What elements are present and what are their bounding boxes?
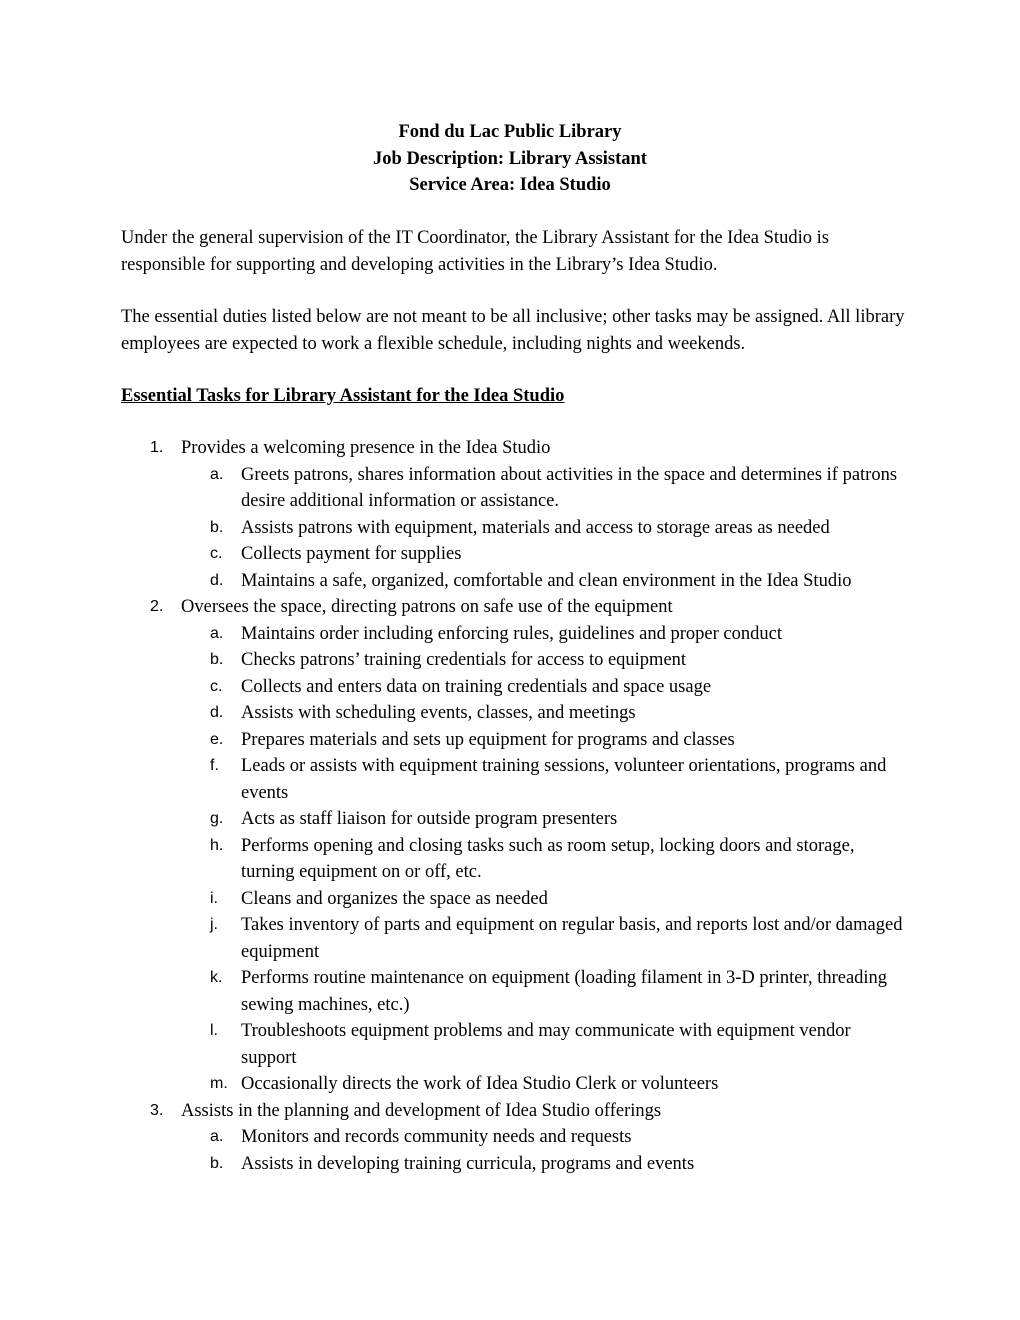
subtask-text: Prepares materials and sets up equipment for programs and classes	[241, 729, 735, 750]
subtask-text: Collects payment for supplies	[241, 544, 462, 564]
service-area: Service Area: Idea Studio	[409, 175, 611, 195]
disclaimer-paragraph: The essential duties listed below are not meant to be all inclusive; other tasks may be assigned. All library employees are expected to work a flexible schedule, including nights and weekends.	[121, 307, 905, 354]
subtask-letter: l.	[210, 1022, 218, 1039]
subtask-item	[0, 541, 906, 568]
subtask-letter: b.	[210, 1154, 224, 1172]
subtask-text: Leads or assists with equipment training sessions, volunteer orientations, programs and events	[241, 756, 887, 803]
subtask-text: Acts as staff liaison for outside program presenters	[241, 809, 618, 829]
subtask-letter: d.	[210, 571, 224, 589]
subtask-item	[0, 886, 906, 913]
subtask-text: Collects and enters data on training credentials and space usage	[241, 676, 712, 697]
task-text: Oversees the space, directing patrons on safe use of the equipment	[181, 597, 673, 617]
subtask-text: Assists with scheduling events, classes, and meetings	[241, 703, 636, 723]
subtask-list	[0, 1124, 1020, 1177]
task-number: 3.	[150, 1101, 164, 1119]
subtask-item	[0, 727, 906, 754]
subtask-text: Performs opening and closing tasks such as room setup, locking doors and storage, turning equipment on or off, etc.	[241, 835, 855, 882]
subtask-letter: f.	[210, 757, 219, 774]
task-item	[0, 435, 1020, 594]
subtask-item	[0, 965, 906, 1018]
subtask-letter: d.	[210, 704, 224, 721]
section-heading: Essential Tasks for Library Assistant for the Idea Studio	[121, 386, 565, 406]
subtask-text: Takes inventory of parts and equipment on regular basis, and reports lost and/or damaged equipment	[241, 915, 903, 962]
subtask-item	[0, 700, 906, 727]
subtask-letter: m.	[210, 1075, 228, 1092]
subtask-letter: a.	[210, 1128, 224, 1145]
subtask-list	[0, 462, 1020, 595]
subtask-letter: j.	[210, 916, 218, 933]
subtask-letter: a.	[210, 465, 224, 483]
subtask-text: Occasionally directs the work of Idea Studio Clerk or volunteers	[241, 1074, 719, 1094]
subtask-letter: h.	[210, 836, 224, 854]
organization-name: Fond du Lac Public Library	[398, 122, 622, 142]
subtask-text: Performs routine maintenance on equipment (loading filament in 3-D printer, threading sewing machines, etc.)	[241, 968, 888, 1015]
subtask-letter: g.	[210, 810, 224, 827]
subtask-letter: b.	[210, 651, 224, 668]
subtask-letter: a.	[210, 624, 224, 642]
subtask-item	[0, 1124, 906, 1151]
subtask-letter: c.	[210, 545, 223, 562]
subtask-text: Troubleshoots equipment problems and may communicate with equipment vendor support	[241, 1021, 851, 1068]
job-title: Job Description: Library Assistant	[373, 148, 647, 169]
subtask-text: Greets patrons, shares information about activities in the space and determines if patrons desire additional information or assistance.	[241, 464, 898, 511]
subtask-item	[0, 621, 906, 648]
subtask-letter: i.	[210, 889, 218, 907]
task-text: Provides a welcoming presence in the Idea Studio	[181, 438, 551, 458]
subtask-item	[0, 912, 906, 965]
subtask-letter: c.	[210, 677, 223, 695]
subtask-item	[0, 833, 906, 886]
subtask-item	[0, 753, 906, 806]
subtask-text: Cleans and organizes the space as needed	[241, 888, 548, 909]
subtask-text: Monitors and records community needs and requests	[241, 1127, 632, 1147]
subtask-item	[0, 515, 906, 542]
subtask-list	[0, 621, 1020, 1098]
subtask-item	[0, 674, 906, 701]
subtask-text: Maintains order including enforcing rules, guidelines and proper conduct	[241, 623, 782, 644]
subtask-item	[0, 1071, 906, 1098]
subtask-letter: b.	[210, 518, 224, 536]
subtask-text: Maintains a safe, organized, comfortable and clean environment in the Idea Studio	[241, 570, 852, 591]
subtask-letter: k.	[210, 969, 223, 986]
task-list	[0, 435, 1020, 1177]
task-number: 2.	[150, 598, 164, 615]
subtask-text: Assists in developing training curricula, programs and events	[241, 1153, 695, 1174]
task-item	[0, 1098, 1020, 1178]
subtask-text: Checks patrons’ training credentials for access to equipment	[241, 650, 687, 670]
subtask-letter: e.	[210, 730, 224, 748]
task-item	[0, 594, 1020, 1098]
subtask-text: Assists patrons with equipment, materials and access to storage areas as needed	[241, 517, 830, 538]
task-text: Assists in the planning and development of Idea Studio offerings	[181, 1100, 662, 1121]
document-header	[0, 119, 1020, 199]
subtask-item	[0, 568, 906, 595]
subtask-item	[0, 462, 906, 515]
subtask-item	[0, 647, 906, 674]
subtask-item	[0, 1151, 906, 1178]
intro-paragraph: Under the general supervision of the IT Coordinator, the Library Assistant for the Idea Studio is responsible for supporting and developing activities in the Library’s Idea Studio.	[121, 228, 829, 275]
subtask-item	[0, 806, 906, 833]
subtask-item	[0, 1018, 906, 1071]
task-number: 1.	[150, 439, 164, 456]
